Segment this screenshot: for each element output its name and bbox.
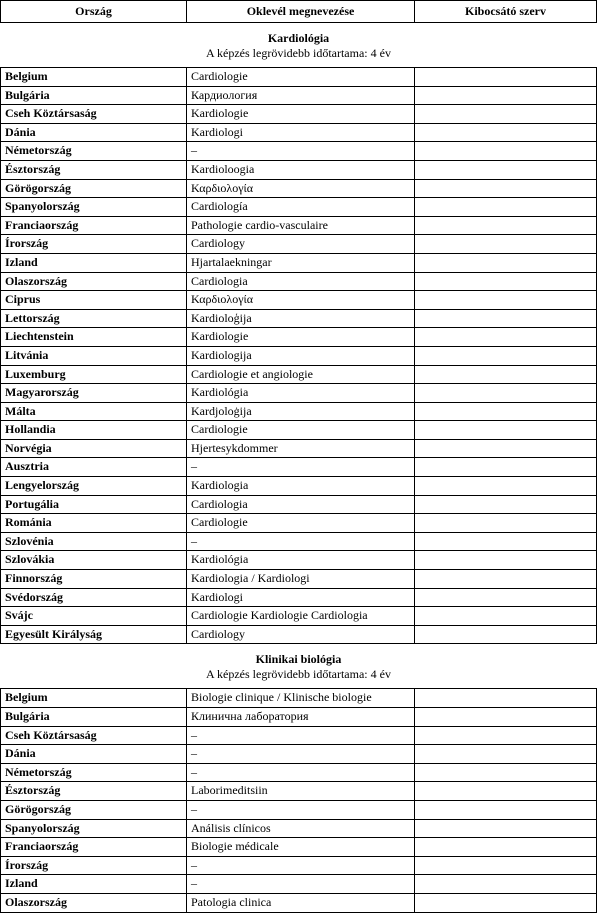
table-row [1,123,597,142]
country-cell: Izland [1,253,187,272]
table-row [1,328,597,347]
header-diploma: Oklevél megnevezése [187,1,415,23]
diploma-cell: – [187,458,415,477]
table-row [1,570,597,589]
table-row [1,160,597,179]
table-row [1,179,597,198]
country-cell: Németország [1,142,187,161]
diploma-cell: – [187,763,415,782]
diploma-cell: – [187,745,415,764]
country-cell: Norvégia [1,439,187,458]
table-row [1,607,597,626]
diploma-cell: – [187,142,415,161]
table-row [1,384,597,403]
issuer-cell [415,477,597,496]
diploma-cell: Hjertesykdommer [187,439,415,458]
country-cell: Spanyolország [1,198,187,217]
header-country: Ország [1,1,187,23]
diploma-cell: – [187,800,415,819]
issuer-cell [415,235,597,254]
table-row [1,588,597,607]
country-cell: Liechtenstein [1,328,187,347]
diploma-cell: Biologie médicale [187,838,415,857]
country-cell: Olaszország [1,893,187,912]
diploma-cell: Cardiologie [187,68,415,87]
diploma-cell: Cardiología [187,198,415,217]
country-cell: Görögország [1,179,187,198]
diploma-cell: Cardiologie [187,421,415,440]
issuer-cell [415,402,597,421]
table-row [1,893,597,912]
country-cell: Magyarország [1,384,187,403]
table-row [1,800,597,819]
diploma-cell: Kardjoloġija [187,402,415,421]
issuer-cell [415,625,597,644]
table-row [1,86,597,105]
country-cell: Olaszország [1,272,187,291]
issuer-cell [415,588,597,607]
section-header-row [1,23,597,68]
diploma-cell: – [187,856,415,875]
diploma-cell: Análisis clínicos [187,819,415,838]
section-title: Klinikai biológia [255,652,342,667]
diploma-cell: Kardiologie [187,105,415,124]
issuer-cell [415,272,597,291]
diploma-cell: Καρδιολογία [187,291,415,310]
section-subtitle: A képzés legrövidebb időtartama: 4 év [206,46,391,60]
diploma-cell: Kardiologie [187,328,415,347]
table-row [1,625,597,644]
diploma-cell: – [187,532,415,551]
table-row [1,726,597,745]
issuer-cell [415,875,597,894]
country-cell: Németország [1,763,187,782]
table-row [1,532,597,551]
issuer-cell [415,291,597,310]
table-row [1,402,597,421]
diploma-cell: – [187,726,415,745]
table-body [1,23,597,913]
country-cell: Svájc [1,607,187,626]
issuer-cell [415,123,597,142]
country-cell: Portugália [1,495,187,514]
issuer-cell [415,708,597,727]
country-cell: Franciaország [1,838,187,857]
issuer-cell [415,763,597,782]
country-cell: Hollandia [1,421,187,440]
table-row [1,235,597,254]
issuer-cell [415,893,597,912]
issuer-cell [415,745,597,764]
issuer-cell [415,514,597,533]
issuer-cell [415,328,597,347]
issuer-cell [415,570,597,589]
issuer-cell [415,856,597,875]
table-row [1,291,597,310]
diploma-cell: Pathologie cardio-vasculaire [187,216,415,235]
country-cell: Görögország [1,800,187,819]
country-cell: Cseh Köztársaság [1,726,187,745]
issuer-cell [415,689,597,708]
diploma-cell: Patologia clinica [187,893,415,912]
table-row [1,875,597,894]
diploma-cell: Cardiologia [187,495,415,514]
section-header [1,644,597,689]
table-row [1,253,597,272]
issuer-cell [415,198,597,217]
country-cell: Észtország [1,782,187,801]
country-cell: Svédország [1,588,187,607]
table-row [1,272,597,291]
diploma-cell: Cardiologia [187,272,415,291]
table-row [1,745,597,764]
country-cell: Bulgária [1,86,187,105]
diploma-cell: – [187,875,415,894]
table-row [1,105,597,124]
diploma-cell: Кардиология [187,86,415,105]
table-row [1,514,597,533]
country-cell: Egyesült Királyság [1,625,187,644]
table-row [1,198,597,217]
issuer-cell [415,838,597,857]
diploma-cell: Kardiologia / Kardiologi [187,570,415,589]
issuer-cell [415,384,597,403]
issuer-cell [415,607,597,626]
table-row [1,346,597,365]
country-cell: Belgium [1,68,187,87]
country-cell: Románia [1,514,187,533]
country-cell: Lettország [1,309,187,328]
issuer-cell [415,160,597,179]
country-cell: Szlovénia [1,532,187,551]
diploma-cell: Biologie clinique / Klinische biologie [187,689,415,708]
country-cell: Ciprus [1,291,187,310]
country-cell: Izland [1,875,187,894]
section-header-row [1,644,597,689]
section-subtitle: A képzés legrövidebb időtartama: 4 év [206,667,391,682]
country-cell: Szlovákia [1,551,187,570]
issuer-cell [415,68,597,87]
diploma-cell: Kardiologia [187,477,415,496]
country-cell: Málta [1,402,187,421]
table-row [1,68,597,87]
table-row [1,838,597,857]
issuer-cell [415,86,597,105]
country-cell: Finnország [1,570,187,589]
section-header [1,23,597,68]
table-row [1,763,597,782]
table-row [1,495,597,514]
table-row [1,458,597,477]
table-row [1,856,597,875]
table-row [1,689,597,708]
country-cell: Bulgária [1,708,187,727]
diploma-cell: Kardiologija [187,346,415,365]
table-row [1,365,597,384]
country-cell: Litvánia [1,346,187,365]
diploma-cell: Καρδιολογία [187,179,415,198]
issuer-cell [415,726,597,745]
issuer-cell [415,179,597,198]
issuer-cell [415,216,597,235]
diploma-cell: Kardiológia [187,384,415,403]
country-cell: Spanyolország [1,819,187,838]
country-cell: Észtország [1,160,187,179]
issuer-cell [415,142,597,161]
diploma-cell: Клинична лаборатория [187,708,415,727]
country-cell: Írország [1,856,187,875]
table-row [1,477,597,496]
diploma-cell: Cardiology [187,235,415,254]
table-row [1,216,597,235]
table-row [1,551,597,570]
diploma-cell: Laborimeditsiin [187,782,415,801]
country-cell: Cseh Köztársaság [1,105,187,124]
country-cell: Dánia [1,123,187,142]
issuer-cell [415,532,597,551]
issuer-cell [415,309,597,328]
issuer-cell [415,495,597,514]
header-issuer: Kibocsátó szerv [415,1,597,23]
diploma-cell: Cardiologie et angiologie [187,365,415,384]
table-row [1,142,597,161]
section-title: Kardiológia [267,31,330,45]
country-cell: Dánia [1,745,187,764]
diploma-cell: Kardioloogia [187,160,415,179]
country-cell: Ausztria [1,458,187,477]
diploma-cell: Cardiologie [187,514,415,533]
diploma-cell: Hjartalaekningar [187,253,415,272]
issuer-cell [415,105,597,124]
header-row [1,1,597,23]
issuer-cell [415,782,597,801]
diploma-cell: Kardioloģija [187,309,415,328]
issuer-cell [415,819,597,838]
country-cell: Franciaország [1,216,187,235]
country-cell: Lengyelország [1,477,187,496]
country-cell: Írország [1,235,187,254]
diploma-cell: Kardiologi [187,588,415,607]
issuer-cell [415,421,597,440]
issuer-cell [415,439,597,458]
diploma-cell: Cardiology [187,625,415,644]
issuer-cell [415,253,597,272]
diploma-cell: Cardiologie Kardiologie Cardiologia [187,607,415,626]
table-row [1,819,597,838]
diploma-cell: Kardiológia [187,551,415,570]
table-row [1,421,597,440]
table-row [1,782,597,801]
issuer-cell [415,365,597,384]
table-row [1,708,597,727]
issuer-cell [415,346,597,365]
diploma-cell: Kardiologi [187,123,415,142]
issuer-cell [415,551,597,570]
table-row [1,309,597,328]
table-row [1,439,597,458]
issuer-cell [415,800,597,819]
country-cell: Luxemburg [1,365,187,384]
country-cell: Belgium [1,689,187,708]
issuer-cell [415,458,597,477]
